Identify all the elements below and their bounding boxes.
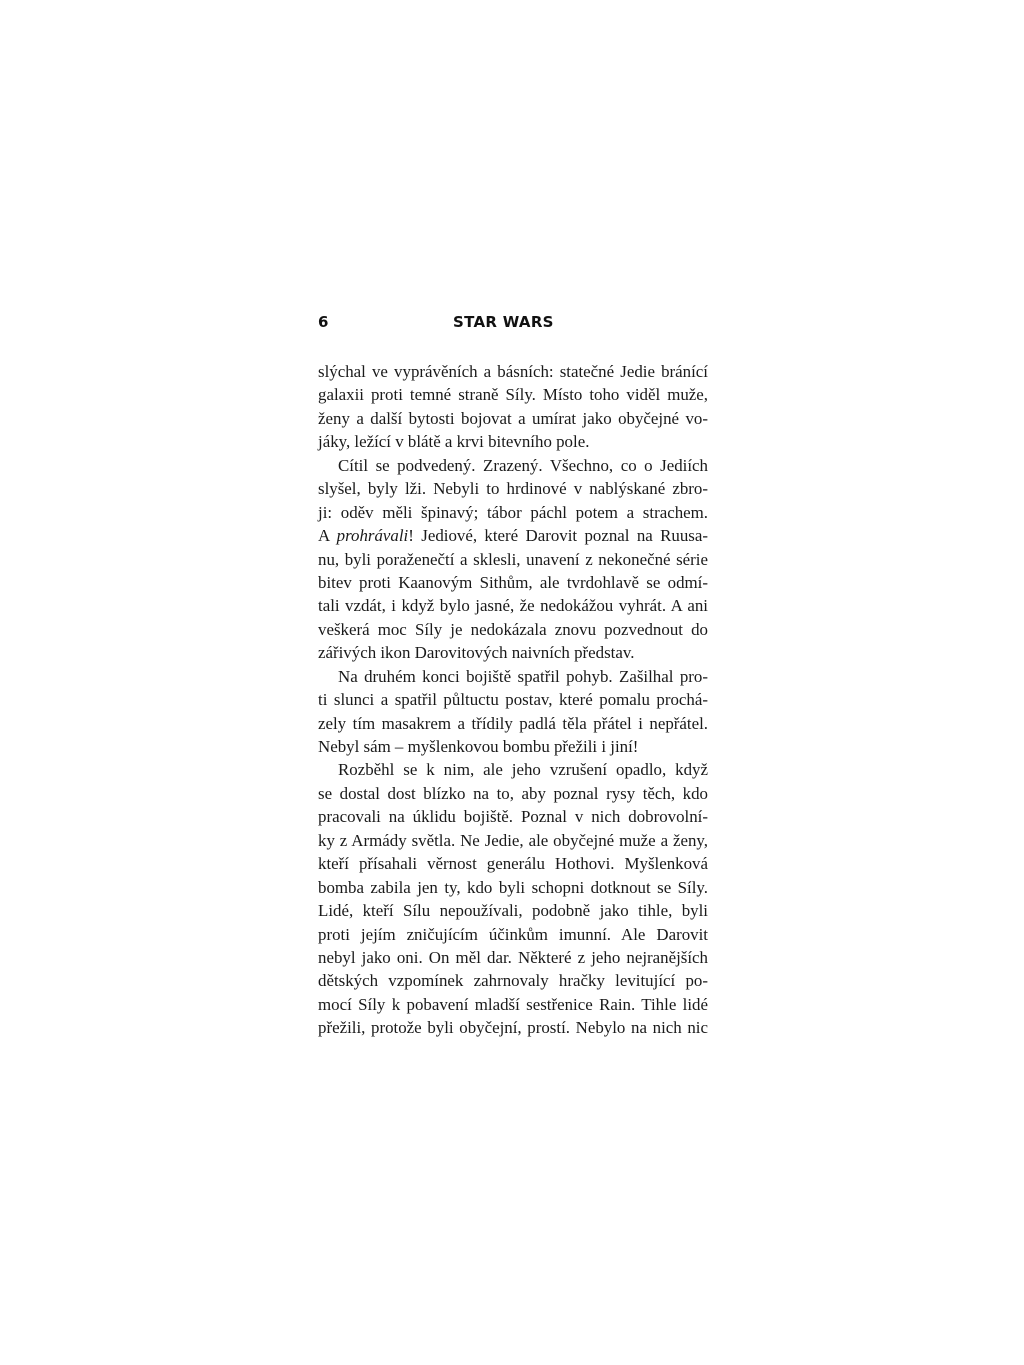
emphasis-text: prohrávali — [336, 526, 409, 546]
text-line: kteří přísahali věrnost generálu Hothovi. Myšlenková — [318, 854, 708, 874]
text-line: mocí Síly k pobavení mladší sestřenice Rain. Tihle lidé — [318, 994, 708, 1014]
text-line: Na druhém konci bojiště spatřil pohyb. Zašilhal pro- — [338, 666, 708, 686]
body-text — [318, 360, 708, 1040]
text-fragment: A — [318, 526, 337, 546]
text-line: ti slunci a spatřil půltuctu postav, které pomalu prochá- — [318, 690, 708, 710]
text-line: tali vzdát, i když bylo jasné, že nedokážou vyhrát. A ani — [318, 596, 708, 616]
text-line: zářivých ikon Darovitových naivních představ. — [318, 643, 635, 663]
text-line: nu, byli poraženečtí a sklesli, unavení z nekonečné série — [318, 549, 708, 569]
text-line: ženy a další bytosti bojovat a umírat jako obyčejné vo- — [318, 408, 708, 428]
text-line: přežili, protože byli obyčejní, prostí. Nebylo na nich nic — [318, 1018, 708, 1038]
text-line: dětských vzpomínek zahrnovaly hračky levitující po- — [318, 971, 708, 991]
book-title: STAR WARS — [453, 313, 554, 331]
text-line: slýchal ve vyprávěních a básních: statečné Jedie bránící — [318, 362, 708, 381]
text-line: zely tím masakrem a třídily padlá těla přátel i nepřátel. — [318, 713, 708, 733]
running-head — [318, 313, 708, 335]
text-line: nebyl jako oni. On měl dar. Některé z jeho nejranějších — [318, 947, 708, 967]
page-number: 6 — [318, 313, 329, 331]
text-fragment: ! — [408, 526, 414, 546]
text-line: Rozběhl se k nim, ale jeho vzrušení opadlo, když — [338, 760, 708, 780]
text-line: Cítil se podvedený. Zrazený. Všechno, co o Jediích — [338, 455, 708, 475]
text-line: ky z Armády světla. Ne Jedie, ale obyčejné muže a ženy, — [318, 830, 708, 850]
text-line: proti jejím zničujícím účinkům imunní. Ale Darovit — [318, 924, 708, 944]
text-fragment: Jediové, které Darovit poznal na Ruusa- — [421, 526, 708, 546]
text-line: bomba zabila jen ty, kdo byli schopni dotknout se Síly. — [318, 877, 708, 897]
text-line — [318, 524, 708, 547]
text-line: Nebyl sám – myšlenkovou bombu přežili i jiní! — [318, 737, 639, 756]
text-line: se dostal dost blízko na to, aby poznal rysy těch, kdo — [318, 783, 708, 803]
text-line: jáky, ležící v blátě a krvi bitevního pole. — [318, 432, 590, 452]
text-line: pracovali na úklidu bojiště. Poznal v nich dobrovolní- — [318, 807, 708, 827]
text-line: galaxii proti temné straně Síly. Místo toho viděl muže, — [318, 385, 708, 405]
text-line: slyšel, byly lži. Nebyli to hrdinové v nablýskané zbro- — [318, 479, 708, 499]
text-line: veškerá moc Síly je nedokázala znovu pozvednout do — [318, 619, 708, 639]
text-line: bitev proti Kaanovým Sithům, ale tvrdohlavě se odmí- — [318, 572, 708, 592]
text-line: Lidé, kteří Sílu nepoužívali, podobně jako tihle, byli — [318, 901, 708, 921]
text-line: ji: oděv měli špinavý; tábor páchl potem a strachem. — [318, 502, 708, 522]
